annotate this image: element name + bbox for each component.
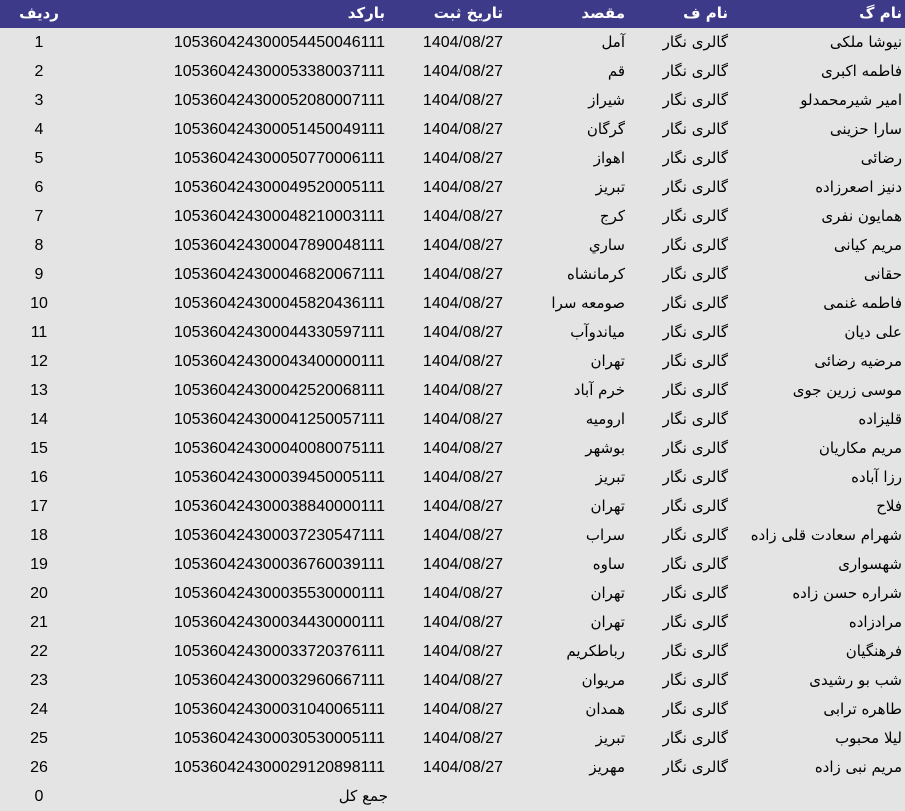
destination-cell[interactable]: تبریز [595,468,625,486]
barcode-cell[interactable]: 105360424300037230547111 [173,527,385,544]
family-cell[interactable]: گالری نگار [662,642,728,660]
date-cell[interactable]: 1404/08/27 [422,121,503,138]
family-cell[interactable]: گالری نگار [662,323,728,341]
date-cell[interactable]: 1404/08/27 [422,498,503,515]
table-row [0,405,905,434]
barcode-cell[interactable]: 105360424300035530000111 [173,585,385,602]
table-row [0,637,905,666]
family-cell[interactable]: گالری نگار [662,526,728,544]
header-row [0,0,905,28]
row-number-cell[interactable]: 5 [34,150,44,167]
destination-cell[interactable]: مهریز [589,758,625,776]
barcode-cell[interactable]: 105360424300042520068111 [173,382,385,399]
barcode-cell[interactable]: 105360424300050770006111 [173,150,385,167]
date-cell[interactable]: 1404/08/27 [422,34,503,51]
barcode-cell[interactable]: 105360424300051450049111 [173,121,385,138]
row-number-cell[interactable]: 11 [30,324,48,341]
date-cell[interactable]: 1404/08/27 [422,266,503,283]
table-row [0,434,905,463]
date-cell[interactable]: 1404/08/27 [422,730,503,747]
destination-cell[interactable]: گرگان [586,120,625,138]
name-cell[interactable]: فرهنگیان [845,642,902,660]
date-cell[interactable]: 1404/08/27 [422,92,503,109]
row-number-cell[interactable]: 19 [30,556,48,573]
destination-cell[interactable]: ساوه [592,555,625,573]
date-cell[interactable]: 1404/08/27 [422,324,503,341]
row-number-cell[interactable]: 1 [34,34,44,51]
row-number-cell[interactable]: 10 [30,295,48,312]
family-cell[interactable]: گالری نگار [662,555,728,573]
destination-cell[interactable]: سراب [585,526,625,544]
date-cell[interactable]: 1404/08/27 [422,208,503,225]
family-cell[interactable]: گالری نگار [662,120,728,138]
table-row [0,666,905,695]
table-row [0,260,905,289]
name-cell[interactable]: شهسواری [838,555,902,573]
row-number-cell[interactable]: 18 [30,527,48,544]
date-cell[interactable]: 1404/08/27 [422,353,503,370]
name-cell[interactable]: حقانی [863,265,902,283]
header-name[interactable]: نام گ [859,4,902,22]
destination-cell[interactable]: مریوان [581,671,625,689]
family-cell[interactable]: گالری نگار [662,497,728,515]
date-cell[interactable]: 1404/08/27 [422,643,503,660]
date-cell[interactable]: 1404/08/27 [422,179,503,196]
family-cell[interactable]: گالری نگار [662,410,728,428]
table-row [0,347,905,376]
destination-cell[interactable]: تهران [590,352,625,370]
destination-cell[interactable]: تهران [590,497,625,515]
destination-cell[interactable]: کرج [599,207,625,225]
name-cell[interactable]: همایون نفری [821,207,902,225]
date-cell[interactable]: 1404/08/27 [422,440,503,457]
row-number-cell[interactable]: 25 [30,730,48,747]
row-number-cell[interactable]: 14 [30,411,48,428]
destination-cell[interactable]: تبریز [595,178,625,196]
barcode-cell[interactable]: 105360424300032960667111 [173,672,385,689]
family-cell[interactable]: گالری نگار [662,236,728,254]
barcode-cell[interactable]: 105360424300045820436111 [173,295,385,312]
barcode-cell[interactable]: 105360424300054450046111 [173,34,385,51]
destination-cell[interactable]: بوشهر [585,439,625,457]
family-cell[interactable]: گالری نگار [662,671,728,689]
row-number-cell[interactable]: 12 [30,353,48,370]
table-row [0,289,905,318]
barcode-cell[interactable]: 105360424300038840000111 [173,498,385,515]
header-destination[interactable]: مقصد [581,4,625,22]
barcode-cell[interactable]: 105360424300046820067111 [173,266,385,283]
name-cell[interactable]: علی دیان [844,323,902,341]
barcode-cell[interactable]: 105360424300029120898111 [173,759,385,776]
name-cell[interactable]: رضائی [860,149,902,167]
header-barcode[interactable]: بارکد [347,4,385,22]
date-cell[interactable]: 1404/08/27 [422,527,503,544]
name-cell[interactable]: قلیزاده [858,410,902,428]
family-cell[interactable]: گالری نگار [662,729,728,747]
destination-cell[interactable]: ساري [588,236,625,254]
barcode-cell[interactable]: 105360424300031040065111 [173,701,385,718]
name-cell[interactable]: موسی زرین جوی [792,381,902,399]
family-cell[interactable]: گالری نگار [662,33,728,51]
name-cell[interactable]: سارا حزینی [829,120,902,138]
destination-cell[interactable]: تبریز [595,729,625,747]
total-row [0,782,905,811]
header-row-number[interactable]: ردیف [19,4,59,22]
table-row [0,144,905,173]
destination-cell[interactable]: تهران [590,613,625,631]
family-cell[interactable]: گالری نگار [662,352,728,370]
barcode-cell[interactable]: 105360424300052080007111 [173,92,385,109]
date-cell[interactable]: 1404/08/27 [422,411,503,428]
table-row [0,550,905,579]
table-row [0,173,905,202]
barcode-cell[interactable]: 105360424300039450005111 [173,469,385,486]
row-number-cell[interactable]: 7 [34,208,44,225]
row-number-cell[interactable]: 21 [30,614,48,631]
destination-cell[interactable]: خرم آباد [573,381,625,399]
family-cell[interactable]: گالری نگار [662,381,728,399]
header-date[interactable]: تاریخ ثبت [433,4,503,22]
name-cell[interactable]: رزا آباده [851,468,902,486]
family-cell[interactable]: گالری نگار [662,613,728,631]
row-number-cell[interactable]: 17 [30,498,48,515]
barcode-cell[interactable]: 105360424300033720376111 [173,643,385,660]
name-cell[interactable]: شراره حسن زاده [792,584,902,602]
barcode-cell[interactable]: 105360424300034430000111 [173,614,385,631]
date-cell[interactable]: 1404/08/27 [422,150,503,167]
date-cell[interactable]: 1404/08/27 [422,556,503,573]
barcode-cell[interactable]: 105360424300048210003111 [173,208,385,225]
table-row [0,57,905,86]
row-number-cell[interactable]: 26 [30,759,48,776]
family-cell[interactable]: گالری نگار [662,700,728,718]
date-cell[interactable]: 1404/08/27 [422,672,503,689]
family-cell[interactable]: گالری نگار [662,62,728,80]
row-number-cell[interactable]: 6 [34,179,44,196]
barcode-cell[interactable]: 105360424300053380037111 [173,63,385,80]
family-cell[interactable]: گالری نگار [662,91,728,109]
name-cell[interactable]: فاطمه غنمی [823,294,902,312]
barcode-cell[interactable]: 105360424300047890048111 [173,237,385,254]
barcode-cell[interactable]: 105360424300030530005111 [173,730,385,747]
table-row [0,695,905,724]
date-cell[interactable]: 1404/08/27 [422,469,503,486]
row-number-cell[interactable]: 24 [30,701,48,718]
row-number-cell[interactable]: 23 [30,672,48,689]
name-cell[interactable]: فلاح [876,497,902,515]
row-number-cell[interactable]: 13 [30,382,48,399]
date-cell[interactable]: 1404/08/27 [422,759,503,776]
name-cell[interactable]: مریم مکاریان [818,439,902,457]
destination-cell[interactable]: صومعه سرا [551,294,625,312]
destination-cell[interactable]: همدان [585,700,625,718]
date-cell[interactable]: 1404/08/27 [422,295,503,312]
table-body [0,28,905,782]
table-row [0,28,905,57]
name-cell[interactable]: دنیز اصعرزاده [815,178,902,196]
barcode-cell[interactable]: 105360424300041250057111 [173,411,385,428]
name-cell[interactable]: شب بو رشیدی [809,671,902,689]
date-cell[interactable]: 1404/08/27 [422,701,503,718]
date-cell[interactable]: 1404/08/27 [422,237,503,254]
table-row [0,231,905,260]
name-cell[interactable]: امیر شیرمحمدلو [800,91,902,109]
barcode-cell[interactable]: 105360424300044330597111 [173,324,385,341]
header-family[interactable]: نام ف [683,4,728,22]
family-cell[interactable]: گالری نگار [662,265,728,283]
table-row [0,724,905,753]
barcode-cell[interactable]: 105360424300043400000111 [173,353,385,370]
name-cell[interactable]: نیوشا ملکی [829,33,902,51]
destination-cell[interactable]: قم [607,62,625,80]
name-cell[interactable]: طاهره ترابی [823,700,902,718]
row-number-cell[interactable]: 22 [30,643,48,660]
date-cell[interactable]: 1404/08/27 [422,585,503,602]
destination-cell[interactable]: کرمانشاه [566,265,625,283]
family-cell[interactable]: گالری نگار [662,294,728,312]
row-number-cell[interactable]: 2 [34,63,44,80]
table-row [0,318,905,347]
family-cell[interactable]: گالری نگار [662,178,728,196]
family-cell[interactable]: گالری نگار [662,758,728,776]
total-value[interactable]: 0 [34,788,44,805]
row-number-cell[interactable]: 9 [34,266,44,283]
family-cell[interactable]: گالری نگار [662,149,728,167]
row-number-cell[interactable]: 15 [30,440,48,457]
barcode-cell[interactable]: 105360424300049520005111 [173,179,385,196]
row-number-cell[interactable]: 20 [30,585,48,602]
destination-cell[interactable]: تهران [590,584,625,602]
destination-cell[interactable]: آمل [601,33,625,51]
table-row [0,376,905,405]
table-row [0,608,905,637]
destination-cell[interactable]: اهواز [593,149,625,167]
destination-cell[interactable]: رباطکریم [566,642,625,660]
family-cell[interactable]: گالری نگار [662,207,728,225]
table-row [0,492,905,521]
family-cell[interactable]: گالری نگار [662,584,728,602]
destination-cell[interactable]: میاندوآب [570,323,625,341]
name-cell[interactable]: مرضیه رضائی [814,352,902,370]
row-number-cell[interactable]: 8 [34,237,44,254]
date-cell[interactable]: 1404/08/27 [422,614,503,631]
name-cell[interactable]: مریم کیانی [833,236,902,254]
barcode-cell[interactable]: 105360424300040080075111 [173,440,385,457]
row-number-cell[interactable]: 3 [34,92,44,109]
name-cell[interactable]: مریم نبی زاده [814,758,902,776]
row-number-cell[interactable]: 4 [34,121,44,138]
name-cell[interactable]: لیلا محبوب [835,729,902,747]
table-row [0,521,905,550]
destination-cell[interactable]: شیراز [588,91,625,109]
table-row [0,86,905,115]
table-row [0,579,905,608]
destination-cell[interactable]: ارومیه [585,410,625,428]
total-label[interactable]: جمع کل [338,787,388,805]
name-cell[interactable]: فاطمه اکبری [820,62,902,80]
date-cell[interactable]: 1404/08/27 [422,382,503,399]
family-cell[interactable]: گالری نگار [662,468,728,486]
barcode-cell[interactable]: 105360424300036760039111 [173,556,385,573]
family-cell[interactable]: گالری نگار [662,439,728,457]
table-row [0,115,905,144]
date-cell[interactable]: 1404/08/27 [422,63,503,80]
table-row [0,202,905,231]
table-row [0,463,905,492]
name-cell[interactable]: شهرام سعادت قلی زاده [750,526,902,544]
name-cell[interactable]: مرادزاده [848,613,902,631]
table-row [0,753,905,782]
row-number-cell[interactable]: 16 [30,469,48,486]
